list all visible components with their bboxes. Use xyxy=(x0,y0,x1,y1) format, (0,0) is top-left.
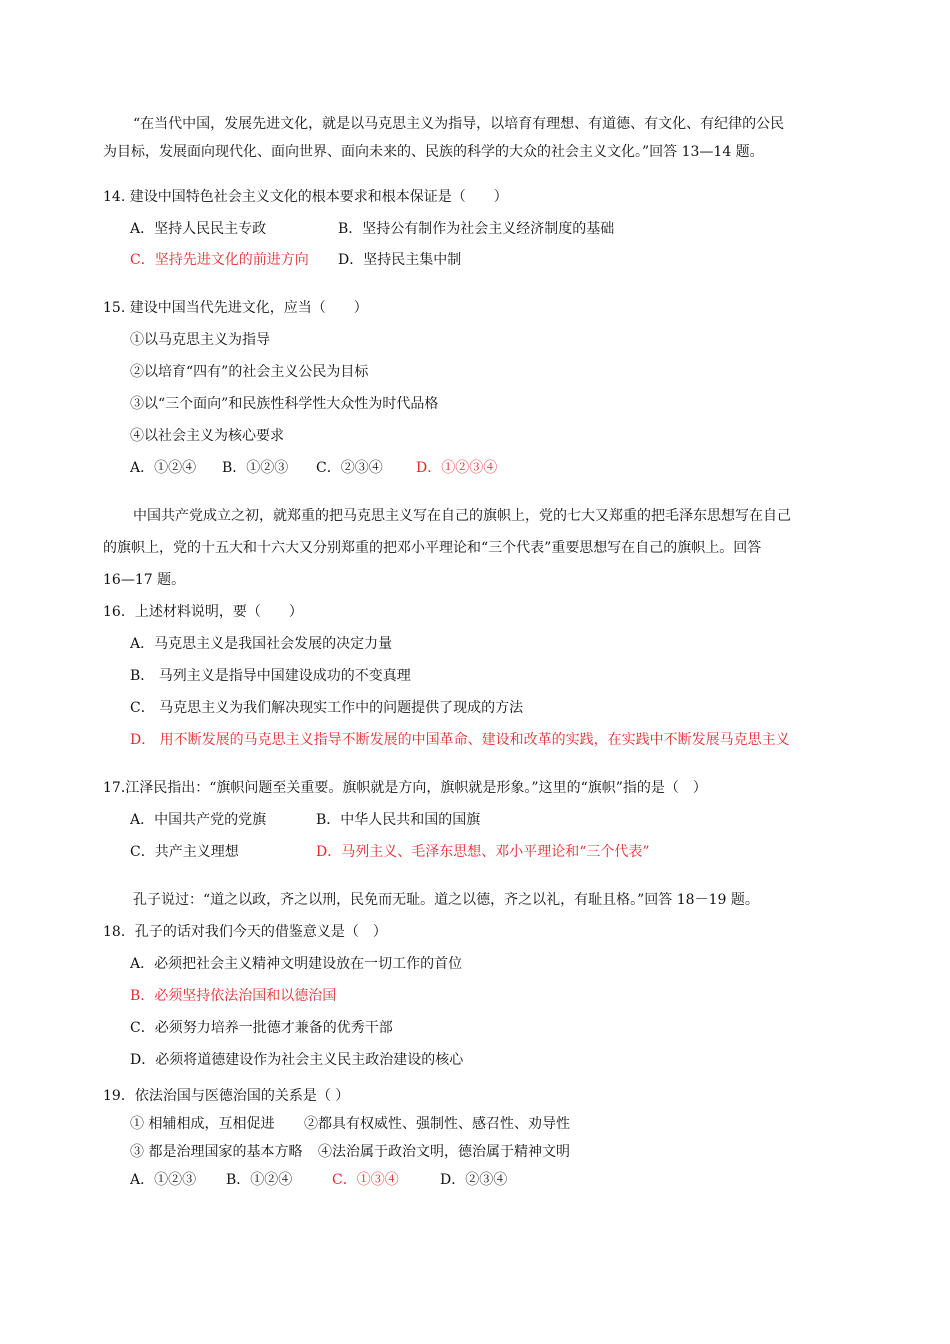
q16-option-c: C． 马克思主义为我们解决现实工作中的问题提供了现成的方法 xyxy=(130,700,524,716)
q17-option-d-answer: D．马列主义、毛泽东思想、邓小平理论和“三个代表” xyxy=(316,844,650,860)
q15-option-c: C．②③④ xyxy=(316,460,383,476)
q17-option-c: C．共产主义理想 xyxy=(130,844,239,860)
q18-stem: 18．孔子的话对我们今天的借鉴意义是（ ） xyxy=(103,924,387,940)
q17-option-b: B．中华人民共和国的国旗 xyxy=(316,812,481,828)
q14-option-c-answer: C．坚持先进文化的前进方向 xyxy=(130,252,309,268)
q18-option-b-answer: B．必须坚持依法治国和以德治国 xyxy=(130,988,337,1004)
intro3-line1: 孔子说过：“道之以政，齐之以刑，民免而无耻。道之以德，齐之以礼，有耻且格。”回答 18－19 题。 xyxy=(133,892,759,908)
q14-stem: 14. 建设中国特色社会主义文化的根本要求和根本保证是（ ） xyxy=(103,189,508,205)
q16-option-a: A．马克思主义是我国社会发展的决定力量 xyxy=(130,636,393,652)
q15-stem: 15. 建设中国当代先进文化，应当（ ） xyxy=(103,300,368,316)
q18-option-d: D．必须将道德建设作为社会主义民主政治建设的核心 xyxy=(130,1052,464,1068)
q17-option-a: A．中国共产党的党旗 xyxy=(130,812,267,828)
q19-statement-3: ③ 都是治理国家的基本方略 xyxy=(130,1144,303,1160)
intro1-line1: “在当代中国，发展先进文化，就是以马克思主义为指导，以培育有理想、有道德、有文化、有纪律的公民 xyxy=(133,116,785,132)
q16-option-d-answer: D． 用不断发展的马克思主义指导不断发展的中国革命、建设和改革的实践，在实践中不断发展马克思主义 xyxy=(130,732,790,748)
q16-option-b: B． 马列主义是指导中国建设成功的不变真理 xyxy=(130,668,411,684)
q15-statement-1: ①以马克思主义为指导 xyxy=(130,332,270,348)
q19-option-b: B．①②④ xyxy=(226,1172,293,1188)
q19-statement-1: ① 相辅相成，互相促进 xyxy=(130,1116,275,1132)
q15-option-b: B．①②③ xyxy=(222,460,289,476)
q14-option-b: B．坚持公有制作为社会主义经济制度的基础 xyxy=(338,221,615,237)
q18-option-c: C．必须努力培养一批德才兼备的优秀干部 xyxy=(130,1020,393,1036)
q17-stem: 17.江泽民指出：“旗帜问题至关重要。旗帜就是方向，旗帜就是形象。”这里的“旗帜”指的是（ ） xyxy=(103,780,707,796)
q15-option-d-answer: D．①②③④ xyxy=(416,460,498,476)
q15-statement-2: ②以培育“四有”的社会主义公民为目标 xyxy=(130,364,369,380)
intro1-line2: 为目标，发展面向现代化、面向世界、面向未来的、民族的科学的大众的社会主义文化。”回答 13—14 题。 xyxy=(103,144,764,160)
q19-stem: 19．依法治国与医德治国的关系是（ ） xyxy=(103,1088,350,1104)
q19-statement-2: ②都具有权威性、强制性、感召性、劝导性 xyxy=(304,1116,570,1132)
q15-option-a: A．①②④ xyxy=(130,460,197,476)
q19-option-c-answer: C．①③④ xyxy=(332,1172,399,1188)
q18-option-a: A．必须把社会主义精神文明建设放在一切工作的首位 xyxy=(130,956,463,972)
q15-statement-4: ④以社会主义为核心要求 xyxy=(130,428,284,444)
q19-statement-4: ④法治属于政治文明，德治属于精神文明 xyxy=(318,1144,570,1160)
intro2-line3: 16—17 题。 xyxy=(103,572,186,588)
q19-option-d: D．②③④ xyxy=(440,1172,508,1188)
q14-option-a: A．坚持人民民主专政 xyxy=(130,221,267,237)
q15-statement-3: ③以“三个面向”和民族性科学性大众性为时代品格 xyxy=(130,396,439,412)
q19-option-a: A．①②③ xyxy=(130,1172,197,1188)
q16-stem: 16．上述材料说明，要（ ） xyxy=(103,604,303,620)
q14-option-d: D．坚持民主集中制 xyxy=(338,252,462,268)
intro2-line1: 中国共产党成立之初，就郑重的把马克思主义写在自己的旗帜上，党的七大又郑重的把毛泽东思想写在自己 xyxy=(133,508,791,524)
intro2-line2: 的旗帜上，党的十五大和十六大又分别郑重的把邓小平理论和“三个代表”重要思想写在自己的旗帜上。回答 xyxy=(103,540,762,556)
